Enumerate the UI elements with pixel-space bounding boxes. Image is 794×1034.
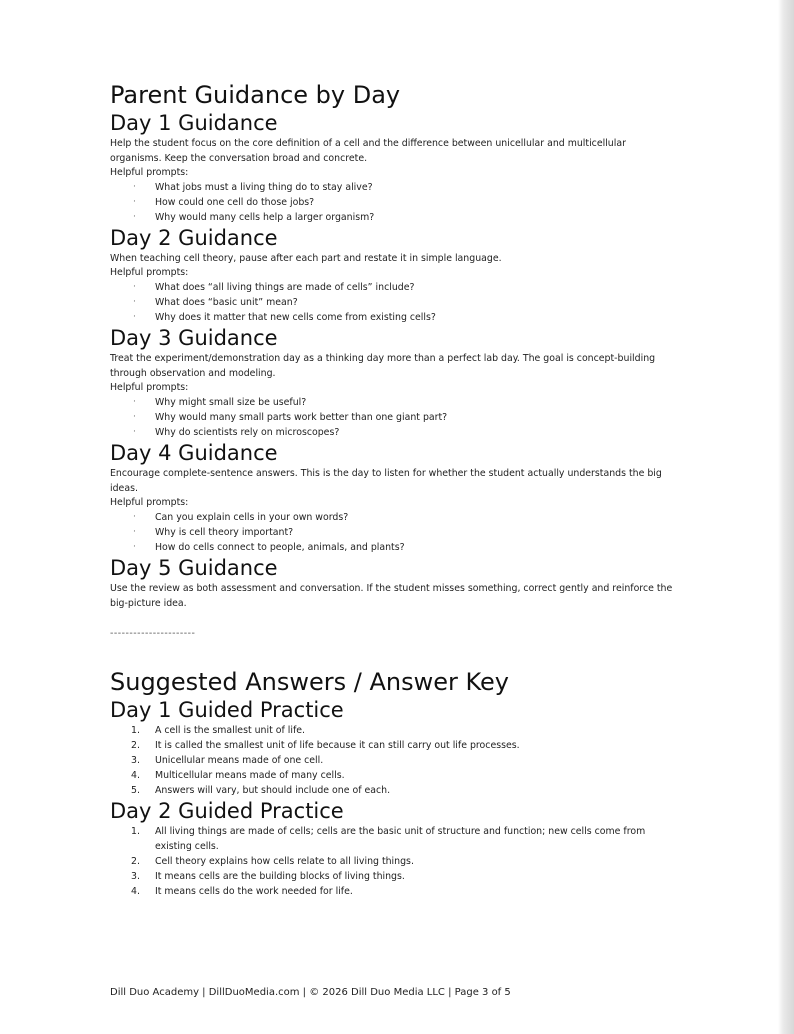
day-4-section xyxy=(110,440,680,555)
bullet-icon: · xyxy=(133,542,136,552)
item-number: 3. xyxy=(131,755,140,766)
page-title: Parent Guidance by Day xyxy=(110,81,401,109)
day-3-section xyxy=(110,325,680,440)
answer-item: 2. It is called the smallest unit of life because it can still carry out life processes. xyxy=(131,740,520,751)
bullet-icon: · xyxy=(133,297,136,307)
prompt-item: · What jobs must a living thing do to stay alive? xyxy=(133,182,373,193)
item-number: 1. xyxy=(131,725,140,736)
practice-1-heading: Day 1 Guided Practice xyxy=(110,698,344,722)
item-number: 3. xyxy=(131,871,140,882)
answer-item: 3. It means cells are the building blocks of living things. xyxy=(131,871,405,882)
answer-key-title: Suggested Answers / Answer Key xyxy=(110,668,509,696)
item-number: 2. xyxy=(131,856,140,867)
bullet-icon: · xyxy=(133,197,136,207)
practice-2-answers xyxy=(110,824,680,899)
answer-item: 4. Multicellular means made of many cells. xyxy=(131,770,345,781)
day-4-text: Encourage complete-sentence answers. This is the day to listen for whether the student actually understands the big ideas. xyxy=(110,468,662,494)
answer-item: 1. All living things are made of cells; cells are the basic unit of structure and function; new cells come from existing cells. xyxy=(131,826,646,852)
prompt-item: · Why do scientists rely on microscopes? xyxy=(133,427,340,438)
prompt-item: · Why would many small parts work better than one giant part? xyxy=(133,412,448,423)
helpful-prompts-label: Helpful prompts: xyxy=(110,382,189,393)
practice-2-heading: Day 2 Guided Practice xyxy=(110,799,344,823)
answer-item: 5. Answers will vary, but should include one of each. xyxy=(131,785,391,796)
document-page xyxy=(110,80,680,899)
day-5-heading: Day 5 Guidance xyxy=(110,556,278,580)
day-1-prompts xyxy=(110,180,680,225)
bullet-icon: · xyxy=(133,512,136,522)
item-number: 2. xyxy=(131,740,140,751)
item-number: 4. xyxy=(131,886,140,897)
day-3-heading: Day 3 Guidance xyxy=(110,326,278,350)
item-number: 5. xyxy=(131,785,140,796)
bullet-icon: · xyxy=(133,312,136,322)
helpful-prompts-label: Helpful prompts: xyxy=(110,267,189,278)
bullet-icon: · xyxy=(133,212,136,222)
bullet-icon: · xyxy=(133,397,136,407)
helpful-prompts-label: Helpful prompts: xyxy=(110,497,189,508)
day-1-section xyxy=(110,110,680,225)
item-number: 1. xyxy=(131,826,140,837)
page-footer: Dill Duo Academy | DillDuoMedia.com | © 2026 Dill Duo Media LLC | Page 3 of 5 xyxy=(110,987,511,998)
day-1-text: Help the student focus on the core definition of a cell and the difference between unicellular and multicellular organisms. Keep the conversation broad and concrete. xyxy=(110,138,626,164)
bullet-icon: · xyxy=(133,282,136,292)
day-5-section xyxy=(110,555,680,611)
answer-item: 4. It means cells do the work needed for life. xyxy=(131,886,353,897)
prompt-item: · Why is cell theory important? xyxy=(133,527,294,538)
day-2-heading: Day 2 Guidance xyxy=(110,226,278,250)
prompt-item: · Can you explain cells in your own words? xyxy=(133,512,349,523)
day-5-text: Use the review as both assessment and conversation. If the student misses something, correct gently and reinforce the big-picture idea. xyxy=(110,583,673,609)
day-3-prompts xyxy=(110,395,680,440)
prompt-item: · What does “all living things are made of cells” include? xyxy=(133,282,415,293)
prompt-item: · Why might small size be useful? xyxy=(133,397,307,408)
bullet-icon: · xyxy=(133,412,136,422)
answer-item: 2. Cell theory explains how cells relate to all living things. xyxy=(131,856,414,867)
prompt-item: · How could one cell do those jobs? xyxy=(133,197,315,208)
day-3-text: Treat the experiment/demonstration day as a thinking day more than a perfect lab day. The goal is concept-building through observation and modeling. xyxy=(110,353,656,379)
bullet-icon: · xyxy=(133,527,136,537)
day-1-heading: Day 1 Guidance xyxy=(110,111,278,135)
practice-1-answers xyxy=(110,723,680,798)
section-separator: ---------------------- xyxy=(110,628,196,639)
prompt-item: · How do cells connect to people, animals, and plants? xyxy=(133,542,405,553)
page-edge-shadow xyxy=(778,0,794,1034)
prompt-item: · Why does it matter that new cells come from existing cells? xyxy=(133,312,436,323)
answer-item: 3. Unicellular means made of one cell. xyxy=(131,755,324,766)
day-2-text: When teaching cell theory, pause after each part and restate it in simple language. xyxy=(110,253,502,264)
helpful-prompts-label: Helpful prompts: xyxy=(110,167,189,178)
practice-1-section xyxy=(110,697,680,798)
item-number: 4. xyxy=(131,770,140,781)
bullet-icon: · xyxy=(133,427,136,437)
day-2-section xyxy=(110,225,680,325)
day-2-prompts xyxy=(110,280,680,325)
answer-item: 1. A cell is the smallest unit of life. xyxy=(131,725,306,736)
day-4-prompts xyxy=(110,510,680,555)
day-4-heading: Day 4 Guidance xyxy=(110,441,278,465)
prompt-item: · What does “basic unit” mean? xyxy=(133,297,298,308)
bullet-icon: · xyxy=(133,182,136,192)
prompt-item: · Why would many cells help a larger organism? xyxy=(133,212,375,223)
practice-2-section xyxy=(110,798,680,899)
